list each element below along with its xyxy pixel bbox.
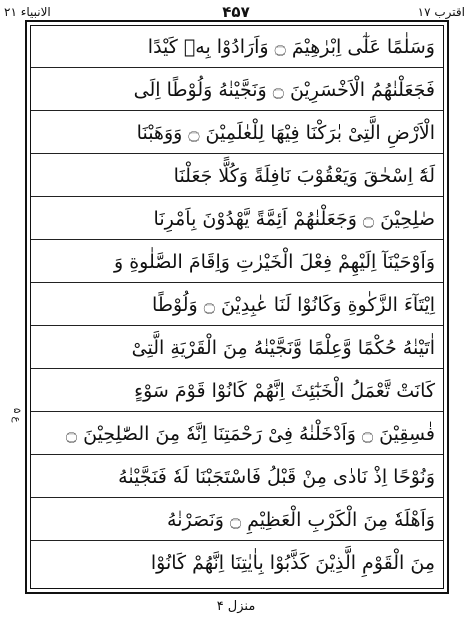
line-text: اِيْتَآءَ الزَّكٰوةِ وَكَانُوْا لَنَا عٰبِدِيْنَ ۝ وَلُوْطًا <box>152 293 435 316</box>
line-text: اٰتَيْنٰهُ حُكْمًا وَّعِلْمًا وَّنَجَّيْنٰهُ مِنَ الْقَرْيَةِ الَّتِىْ <box>131 336 435 359</box>
text-block <box>31 26 443 588</box>
ruku-marker: ع ۵ <box>11 407 22 423</box>
text-line <box>31 370 443 412</box>
manzil-footer: منزل ۴ <box>216 599 256 614</box>
line-text: كَانَتْ تَّعْمَلُ الْخَبٰٓئِثَ اِنَّهُمْ كَانُوْا قَوْمَ سَوْءٍ <box>134 379 435 402</box>
line-text: فٰسِقِيْنَ ۝ وَاَدْخَلْنٰهُ فِىْ رَحْمَتِنَا اِنَّهٗ مِنَ الصّٰلِحِيْنَ ۝ <box>65 422 435 445</box>
line-text: مِنَ الْقَوْمِ الَّذِيْنَ كَذَّبُوْا بِاٰيٰتِنَا اِنَّهُمْ كَانُوْا <box>150 552 435 574</box>
text-line <box>31 284 443 326</box>
juz-name-header: اقترب ۱۷ <box>417 5 465 19</box>
line-text: فَجَعَلْنٰهُمُ الْاَخْسَرِيْنَ ۝ وَنَجَّيْنٰهُ وَلُوْطًا اِلَى <box>133 78 435 101</box>
text-line <box>31 155 443 197</box>
page-number: ۴۵۷ <box>222 3 250 21</box>
line-text: الْاَرْضِ الَّتِىْ بٰرَكْنَا فِيْهَا لِلْعٰلَمِيْنَ ۝ وَوَهَبْنَا <box>136 121 435 144</box>
text-line <box>31 499 443 541</box>
line-text: وَنُوْحًا اِذْ نَادٰى مِنْ قَبْلُ فَاسْتَجَبْنَا لَهٗ فَنَجَّيْنٰهُ <box>118 465 435 488</box>
text-line <box>31 327 443 369</box>
line-text: وَاَهْلَهٗ مِنَ الْكَرْبِ الْعَظِيْمِ ۝ وَنَصَرْنٰهُ <box>167 508 435 531</box>
surah-name-header: الانبیاء ۲۱ <box>4 5 51 19</box>
line-text: صٰلِحِيْنَ ۝ وَجَعَلْنٰهُمْ اَئِمَّةً يَّهْدُوْنَ بِاَمْرِنَا <box>153 207 435 230</box>
text-line <box>31 241 443 283</box>
text-line <box>31 198 443 240</box>
text-line <box>31 456 443 498</box>
line-text: وَسَلٰمًا عَلٰٓى اِبْرٰهِيْمَ ۝ وَاَرَادُوْا بِهٖ كَيْدًا <box>147 35 435 58</box>
text-line <box>31 112 443 154</box>
text-line <box>31 69 443 111</box>
text-line <box>31 413 443 455</box>
text-line <box>31 26 443 68</box>
line-text: لَهٗٓ اِسْحٰقَ وَيَعْقُوْبَ نَافِلَةً وَكُلًّا جَعَلْنَا <box>173 164 435 187</box>
text-line <box>31 542 443 584</box>
line-text: وَاَوْحَيْنَآ اِلَيْهِمْ فِعْلَ الْخَيْرٰتِ وَاِقَامَ الصَّلٰوةِ وَ <box>113 250 435 273</box>
